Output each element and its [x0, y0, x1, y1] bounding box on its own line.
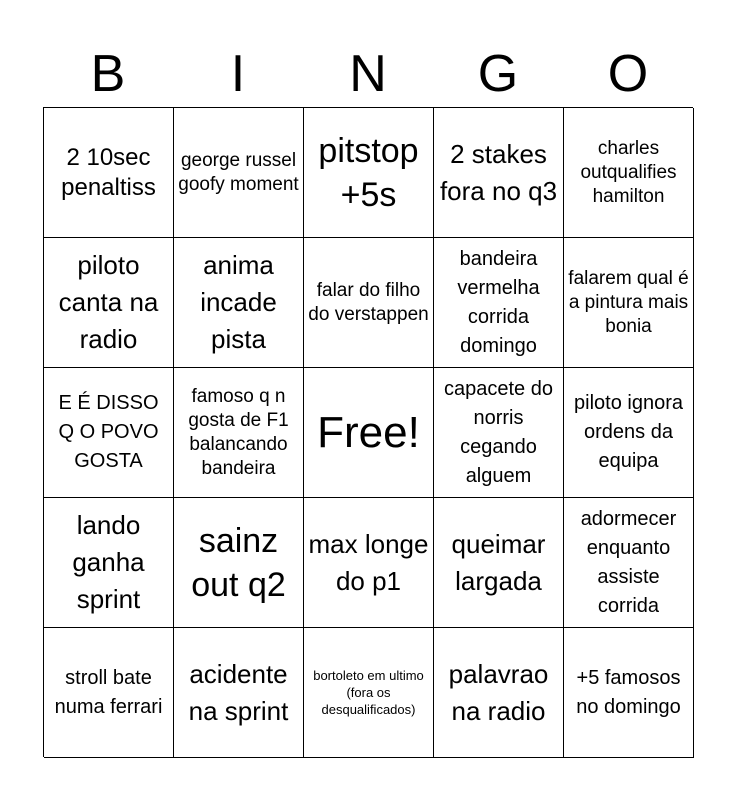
bingo-cell[interactable]: [44, 368, 174, 498]
cell-text: 2 10sec penaltiss: [61, 143, 156, 201]
bingo-cell[interactable]: [564, 628, 694, 758]
cell-text: palavrao na radio: [448, 658, 549, 726]
bingo-cell[interactable]: [434, 368, 564, 498]
bingo-cell[interactable]: [44, 628, 174, 758]
cell-text: max longe do p1: [308, 528, 429, 596]
cell-text: capacete do norris cegando alguem: [444, 377, 553, 487]
cell-text: lando ganha sprint: [72, 510, 145, 614]
cell-text: bandeira vermelha corrida domingo: [457, 247, 540, 357]
header-letter-i: I: [230, 45, 246, 103]
cell-text: E É DISSO Q O POVO GOSTA: [58, 392, 159, 472]
bingo-cell[interactable]: [304, 628, 434, 758]
bingo-cell[interactable]: [304, 498, 434, 628]
bingo-cell[interactable]: [564, 498, 694, 628]
header-letter-g: G: [477, 45, 519, 103]
bingo-cell[interactable]: [174, 628, 304, 758]
cell-text: anima incade pista: [200, 250, 277, 354]
bingo-cell[interactable]: [564, 108, 694, 238]
free-space-cell[interactable]: [304, 368, 434, 498]
cell-text: piloto canta na radio: [58, 250, 159, 354]
cell-text: acidente na sprint: [188, 658, 289, 726]
bingo-cell[interactable]: [434, 628, 564, 758]
cell-text: falar do filho do verstappen: [308, 279, 429, 325]
header-letter-o: O: [607, 45, 649, 103]
cell-text: Free!: [317, 407, 420, 457]
cell-text: 2 stakes fora no q3: [439, 138, 558, 206]
cell-text: pitstop +5s: [318, 131, 419, 214]
cell-text: queimar largada: [451, 528, 546, 596]
cell-text: famoso q n gosta de F1 balancando bandeira: [188, 385, 289, 479]
cell-text: adormecer enquanto assiste corrida: [580, 507, 677, 617]
bingo-cell[interactable]: [174, 108, 304, 238]
cell-text: falarem qual é a pintura mais bonia: [568, 267, 689, 337]
bingo-cell[interactable]: [564, 368, 694, 498]
cell-text: piloto ignora ordens da equipa: [574, 392, 683, 472]
bingo-cell[interactable]: [174, 238, 304, 368]
header-letter-n: N: [349, 45, 387, 103]
bingo-grid: [43, 107, 693, 757]
cell-text: george russel goofy moment: [178, 149, 299, 195]
bingo-cell[interactable]: [174, 368, 304, 498]
bingo-cell[interactable]: [174, 498, 304, 628]
bingo-cell[interactable]: [564, 238, 694, 368]
bingo-cell[interactable]: [44, 238, 174, 368]
bingo-cell[interactable]: [434, 498, 564, 628]
bingo-cell[interactable]: [44, 108, 174, 238]
cell-text: +5 famosos no domingo: [576, 666, 681, 718]
bingo-header: [43, 40, 693, 108]
cell-text: bortoleto em ultimo (fora os desqualificados): [313, 668, 424, 717]
bingo-cell[interactable]: [44, 498, 174, 628]
bingo-cell[interactable]: [304, 238, 434, 368]
cell-text: sainz out q2: [191, 521, 286, 604]
bingo-cell[interactable]: [434, 108, 564, 238]
cell-text: charles outqualifies hamilton: [580, 137, 677, 207]
bingo-cell[interactable]: [434, 238, 564, 368]
bingo-cell[interactable]: [304, 108, 434, 238]
cell-text: stroll bate numa ferrari: [54, 666, 163, 718]
header-letter-b: B: [90, 45, 126, 103]
